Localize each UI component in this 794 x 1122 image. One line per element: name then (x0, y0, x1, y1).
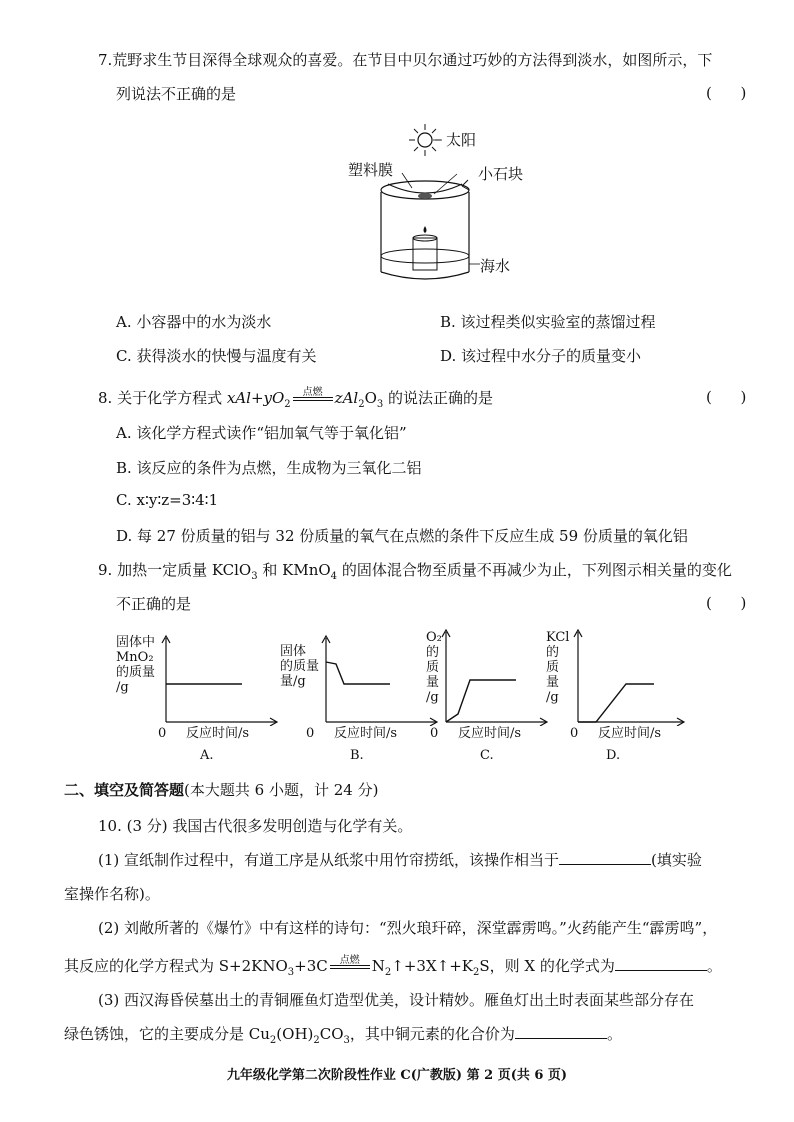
q10-part1-line1: (1) 宣纸制作过程中，有道工序是从纸浆中用竹帘捞纸，该操作相当于 (填实验 (98, 851, 702, 869)
graph-d-series (578, 684, 654, 722)
reaction-condition-2: 点燃 (328, 956, 372, 974)
reaction-condition: 点燃 (291, 388, 335, 406)
label-plastic-film: 塑料膜 (348, 161, 394, 179)
label-small-stone: 小石块 (478, 165, 524, 183)
graph-a (160, 634, 280, 726)
graph-d-letter: D. (606, 748, 621, 763)
graph-d-ylabel: KCl 的 质 量 /g (546, 630, 570, 705)
q10-part3-line2: 绿色锈蚀，它的主要成分是 $Cu_2(OH)_2CO_3$，其中铜元素的化合价为 。 (64, 1025, 622, 1046)
graph-b-origin: 0 (306, 726, 315, 741)
graph-b-ylabel: 固体 的质量 量/g (280, 644, 320, 689)
answer-blank-2[interactable] (615, 956, 707, 971)
answer-blank-1[interactable] (559, 850, 651, 865)
graph-c-letter: C. (480, 748, 494, 763)
graph-a-letter: A. (200, 748, 214, 763)
answer-blank-3[interactable] (515, 1024, 607, 1039)
graph-c-ylabel: O₂ 的 质 量 /g (426, 630, 442, 705)
q10-part2-line1: (2) 刘敞所著的《爆竹》中有这样的诗句：“烈火琅玕碎，深堂霹雳鸣。”火药能产生“霹雳鸣”， (98, 919, 718, 937)
q7-stem-line2: 列说法不正确的是 (116, 85, 237, 103)
q10-part3-line1: (3) 西汉海昏侯墓出土的青铜雁鱼灯造型优美，设计精妙。雁鱼灯出土时表面某些部分存在 (98, 991, 695, 1009)
q10-part1-line2: 室操作名称)。 (64, 885, 160, 903)
graph-a-origin: 0 (158, 726, 167, 741)
graph-a-ylabel: 固体中 MnO₂ 的质量 /g (116, 635, 156, 695)
q8-option-a: A. 该化学方程式读作“铝加氧气等于氧化铝” (116, 424, 407, 442)
q7-option-c: C. 获得淡水的快慢与温度有关 (116, 347, 317, 365)
q7-option-a: A. 小容器中的水为淡水 (116, 313, 272, 331)
q8-option-c: C. x∶y∶z=3∶4∶1 (116, 491, 219, 509)
page-footer: 九年级化学第二次阶段性作业 C(广教版) 第 2 页(共 6 页) (226, 1068, 568, 1083)
q8-stem: 8. 关于化学方程式 $xAl+yO_2$ 点燃 $zAl_2O_3$ 的说法正确的是 (98, 387, 494, 410)
graph-b-series (326, 662, 390, 684)
q9-answer-bracket: ( ) (706, 594, 747, 612)
graph-c (440, 628, 550, 726)
q7-answer-bracket: ( ) (706, 84, 747, 102)
q7-stem-line1: 7.荒野求生节目深得全球观众的喜爱。在节目中贝尔通过巧妙的方法得到淡水，如图所示，下 (98, 51, 713, 69)
graph-d-xlabel: 反应时间/s (598, 726, 662, 741)
q10-intro: 10. (3 分) 我国古代很多发明创造与化学有关。 (98, 817, 413, 835)
label-sun: 太阳 (446, 131, 477, 149)
graph-c-series (446, 680, 516, 722)
graph-c-origin: 0 (430, 726, 439, 741)
label-seawater: 海水 (480, 257, 511, 275)
q9-stem-line2: 不正确的是 (116, 595, 192, 613)
graph-c-xlabel: 反应时间/s (458, 726, 522, 741)
q9-stem-line1: 9. 加热一定质量 KClO$_3$ 和 KMnO$_4$ 的固体混合物至质量不再减少为止，下列图示相关量的变化 (98, 561, 732, 582)
graph-d-origin: 0 (570, 726, 579, 741)
graph-b-xlabel: 反应时间/s (334, 726, 398, 741)
graph-d (572, 628, 687, 726)
q8-answer-bracket: ( ) (706, 388, 747, 406)
q10-part2-line2: 其反应的化学方程式为 $S+2KNO_3+3C$ 点燃 $N_2↑+3X↑+K_2S$，则 X 的化学式为 。 (64, 955, 722, 978)
graph-b (320, 634, 440, 726)
q7-option-d: D. 该过程中水分子的质量变小 (440, 347, 642, 365)
q7-option-b: B. 该过程类似实验室的蒸馏过程 (440, 313, 656, 331)
section-heading: 二、填空及简答题(本大题共 6 小题，计 24 分) (64, 781, 379, 799)
graph-b-letter: B. (350, 748, 364, 763)
q8-option-b: B. 该反应的条件为点燃，生成物为三氧化二铝 (116, 459, 422, 477)
graph-a-xlabel: 反应时间/s (186, 726, 250, 741)
q8-option-d: D. 每 27 份质量的铝与 32 份质量的氧气在点燃的条件下反应生成 59 份质量的氧化铝 (116, 527, 688, 545)
